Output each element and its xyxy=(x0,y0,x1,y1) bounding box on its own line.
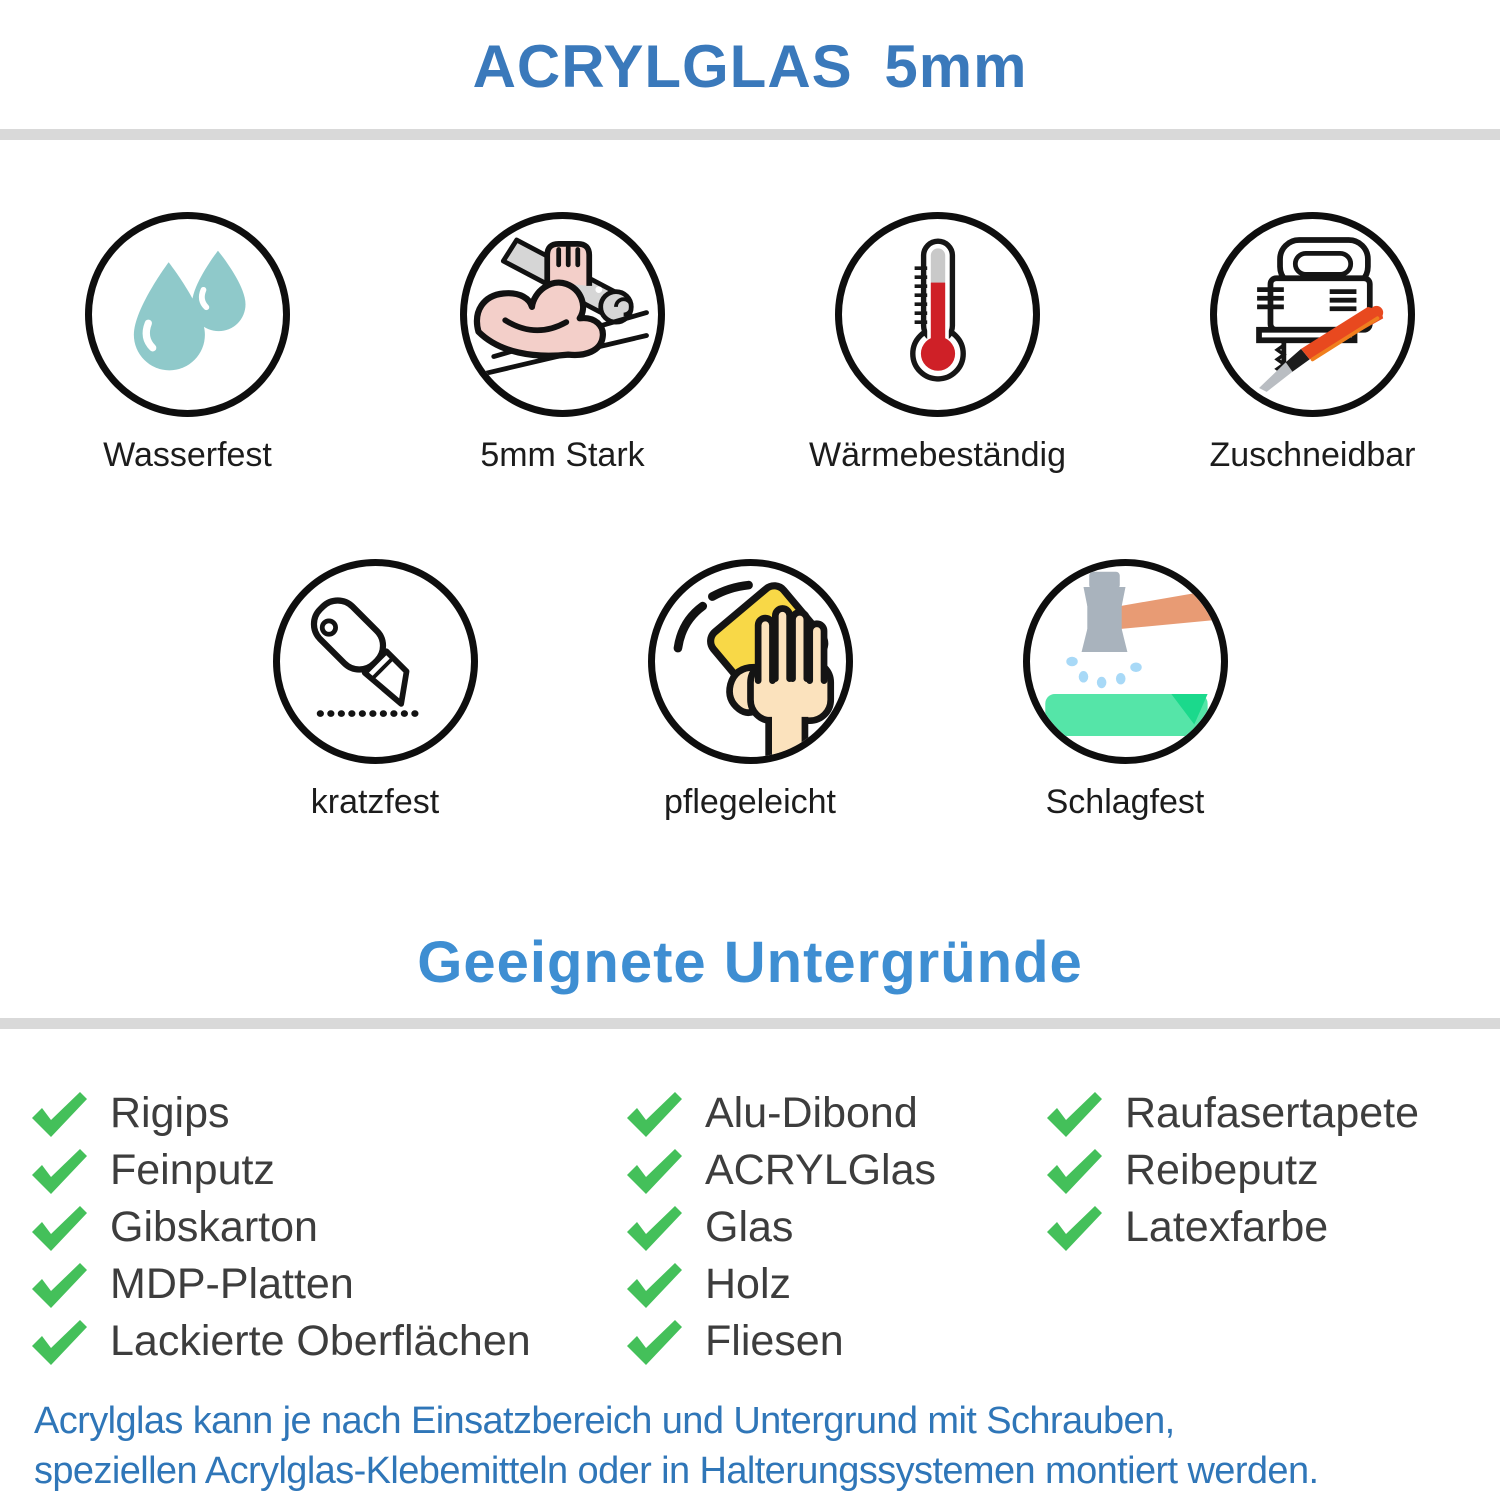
hammer-impact-icon xyxy=(1030,559,1221,764)
substrates-heading: Geeignete Untergründe xyxy=(417,930,1083,995)
substrate-label: ACRYLGlas xyxy=(705,1146,937,1194)
feature-label: 5mm Stark xyxy=(480,436,645,474)
substrate-label: Raufasertapete xyxy=(1125,1089,1420,1137)
feature-label: Wasserfest xyxy=(103,436,272,474)
feature-kratzfest xyxy=(188,559,563,820)
feature-label: pflegeleicht xyxy=(663,783,836,821)
jigsaw-cutter-icon xyxy=(1217,212,1408,417)
substrate-item xyxy=(625,1199,1045,1256)
feature-label: kratzfest xyxy=(310,783,440,821)
utility-knife-icon xyxy=(280,562,471,762)
feature-circle xyxy=(460,212,665,417)
checkmark-icon xyxy=(30,1261,88,1309)
substrate-item xyxy=(625,1256,1045,1313)
substrate-label: Lackierte Oberflächen xyxy=(110,1317,531,1365)
substrate-item xyxy=(30,1142,625,1199)
feature-circle xyxy=(1210,212,1415,417)
substrate-item xyxy=(1045,1142,1500,1199)
substrate-label: Latexfarbe xyxy=(1125,1203,1329,1251)
checkmark-icon xyxy=(30,1318,88,1366)
feature-circle xyxy=(273,559,478,764)
substrate-label: Fliesen xyxy=(705,1317,844,1365)
feature-label: Schlagfest xyxy=(1045,783,1205,821)
substrate-item xyxy=(625,1085,1045,1142)
substrates-column-3 xyxy=(1045,1085,1500,1370)
mounting-note xyxy=(0,1396,1500,1496)
checkmark-icon xyxy=(1045,1090,1103,1138)
water-drops-icon xyxy=(115,242,260,387)
checkmark-icon xyxy=(625,1261,683,1309)
feature-waermebestaendig xyxy=(750,212,1125,473)
checkmark-icon xyxy=(30,1090,88,1138)
checkmark-icon xyxy=(625,1318,683,1366)
checkmark-icon xyxy=(1045,1147,1103,1195)
checkmark-icon xyxy=(1045,1204,1103,1252)
substrate-item xyxy=(30,1313,625,1370)
feature-5mm-stark xyxy=(375,212,750,473)
substrate-label: MDP-Platten xyxy=(110,1260,354,1308)
substrate-label: Holz xyxy=(705,1260,792,1308)
substrate-item xyxy=(625,1313,1045,1370)
feature-label: Wärmebeständig xyxy=(808,436,1066,474)
checkmark-icon xyxy=(30,1204,88,1252)
substrate-label: Reibeputz xyxy=(1125,1146,1319,1194)
substrate-item xyxy=(1045,1199,1500,1256)
mounting-note-line-1: Acrylglas kann je nach Einsatzbereich und Untergrund mit Schrauben, xyxy=(34,1400,1175,1442)
feature-wasserfest xyxy=(0,212,375,473)
checkmark-icon xyxy=(625,1147,683,1195)
checkmark-icon xyxy=(625,1090,683,1138)
features-section xyxy=(0,212,1500,820)
substrates-column-1 xyxy=(30,1085,625,1370)
substrate-item xyxy=(30,1256,625,1313)
feature-circle xyxy=(1023,559,1228,764)
thermometer-icon xyxy=(848,225,1028,405)
feature-pflegeleicht xyxy=(563,559,938,820)
muscle-arm-icon xyxy=(467,212,658,417)
substrate-item xyxy=(1045,1085,1500,1142)
features-row-2 xyxy=(0,559,1500,820)
divider-bar-middle xyxy=(0,1018,1500,1029)
substrate-item xyxy=(30,1085,625,1142)
substrate-item xyxy=(30,1199,625,1256)
mounting-note-line-2: speziellen Acrylglas-Klebemitteln oder in Halterungssystemen montiert werden. xyxy=(34,1450,1319,1492)
feature-circle xyxy=(648,559,853,764)
feature-zuschneidbar xyxy=(1125,212,1500,473)
substrate-label: Alu-Dibond xyxy=(705,1089,918,1137)
feature-circle xyxy=(835,212,1040,417)
divider-bar-top xyxy=(0,129,1500,140)
substrates-column-2 xyxy=(625,1085,1045,1370)
substrates-section xyxy=(0,1085,1500,1370)
feature-circle xyxy=(85,212,290,417)
wiping-hand-icon xyxy=(655,559,846,764)
substrate-label: Feinputz xyxy=(110,1146,275,1194)
feature-schlagfest xyxy=(938,559,1313,820)
checkmark-icon xyxy=(30,1147,88,1195)
substrate-label: Glas xyxy=(705,1203,794,1251)
page-title: ACRYLGLAS 5mm xyxy=(472,33,1028,100)
substrate-item xyxy=(625,1142,1045,1199)
checkmark-icon xyxy=(625,1204,683,1252)
features-row-1 xyxy=(0,212,1500,473)
feature-label: Zuschneidbar xyxy=(1209,436,1416,474)
substrate-label: Gibskarton xyxy=(110,1203,318,1251)
substrate-label: Rigips xyxy=(110,1089,230,1137)
